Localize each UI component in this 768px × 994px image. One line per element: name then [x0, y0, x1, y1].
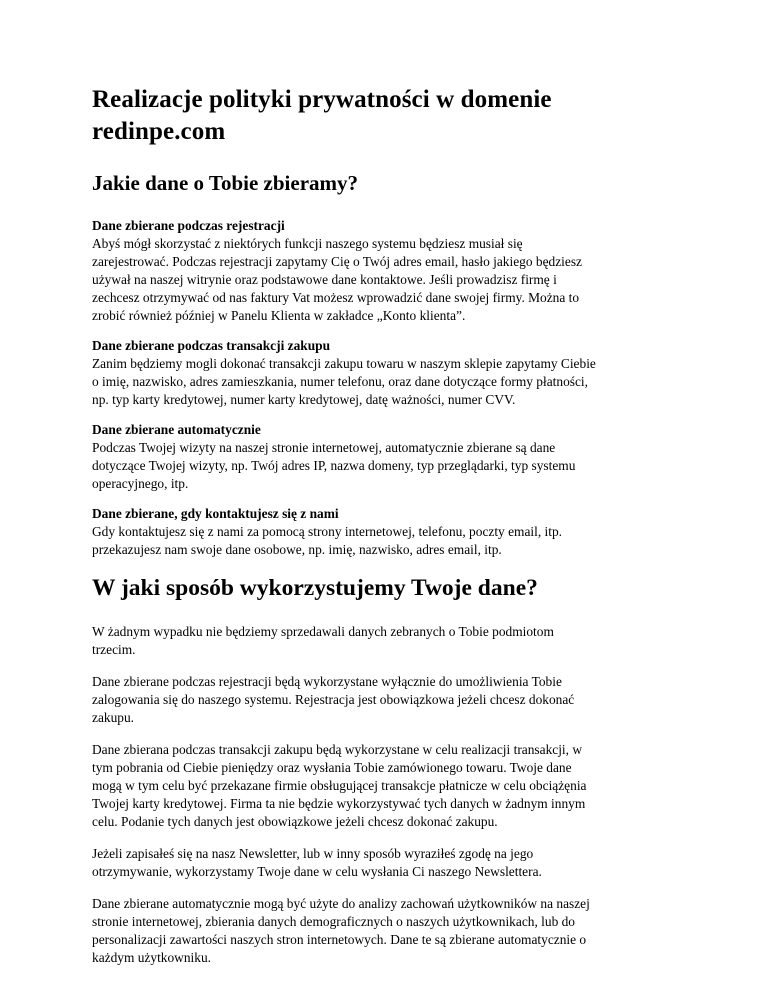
text-line: otrzymywanie, wykorzystamy Twoje dane w celu wysłania Ci naszego Newslettera.: [92, 864, 542, 879]
text-line: używał na naszej witrynie oraz podstawowe dane kontaktowe. Jeśli prowadzisz firmę i: [92, 272, 557, 287]
info-block: [92, 421, 688, 493]
text-line: Gdy kontaktujesz się z nami za pomocą strony internetowej, telefonu, poczty email, itp.: [92, 524, 563, 539]
text-line: operacyjnego, itp.: [92, 476, 189, 491]
block-title: Dane zbierane, gdy kontaktujesz się z nami: [92, 506, 339, 521]
text-line: zrobić również później w Panelu Klienta w zakładce „Konto klienta”.: [92, 308, 466, 323]
text-line: Abyś mógł skorzystać z niektórych funkcji naszego systemu będziesz musiał się: [92, 236, 523, 251]
text-line: trzecim.: [92, 642, 136, 657]
block-title: Dane zbierane podczas transakcji zakupu: [92, 338, 331, 353]
text-line: zarejestrować. Podczas rejestracji zapytamy Cię o Twój adres email, hasło jakiego będziesz: [92, 254, 582, 269]
text-line: W żadnym wypadku nie będziemy sprzedawali danych zebranych o Tobie podmiotom: [92, 624, 554, 639]
block-body: [92, 523, 688, 559]
paragraph: [92, 741, 688, 831]
text-line: Dane zbierane automatycznie mogą być użyte do analizy zachowań użytkowników na naszej: [92, 896, 590, 911]
paragraph: [92, 673, 688, 727]
text-line: np. typ karty kredytowej, numer karty kredytowej, datę ważności, numer CVV.: [92, 392, 516, 407]
page-title: Realizacje polityki prywatności w domenie redinpe.com: [92, 86, 552, 145]
text-line: personalizacji zawartości naszych stron internetowych. Dane te są zbierane automatycznie o: [92, 932, 587, 947]
text-line: stronie internetowej, zbierania danych demograficznych o naszych użytkownikach, lub do: [92, 914, 576, 929]
text-line: zechcesz otrzymywać od nas faktury Vat możesz wprowadzić dane swojej firmy. Można to: [92, 290, 580, 305]
section-data-collected: [92, 217, 688, 559]
paragraph: [92, 623, 688, 659]
text-line: dotyczące Twojej wizyty, np. Twój adres IP, nazwa domeny, typ przeglądarki, typ systemu: [92, 458, 576, 473]
text-line: Dane zbierana podczas transakcji zakupu będą wykorzystane w celu realizacji transakcji, w: [92, 742, 583, 757]
text-line: o imię, nazwisko, adres zamieszkania, numer telefonu, oraz dane dotyczące formy płatności,: [92, 374, 588, 389]
info-block: [92, 337, 688, 409]
section-data-usage: [92, 623, 688, 967]
text-line: Twojej karty kredytowej. Firma ta nie będzie wykorzystywać tych danych w żadnym innym: [92, 796, 586, 811]
section-heading-data-usage: W jaki sposób wykorzystujemy Twoje dane?: [92, 575, 538, 601]
section-heading-data-collected: Jakie dane o Tobie zbieramy?: [92, 171, 359, 195]
text-line: zalogowania się do naszego systemu. Rejestracja jest obowiązkowa jeżeli chcesz dokonać: [92, 692, 575, 707]
block-body: [92, 355, 688, 409]
text-line: Dane zbierane podczas rejestracji będą wykorzystane wyłącznie do umożliwienia Tobie: [92, 674, 562, 689]
text-line: tym pobrania od Ciebie pieniędzy oraz wysłania Tobie zamówionego towaru. Twoje dane: [92, 760, 572, 775]
text-line: Podczas Twojej wizyty na naszej stronie internetowej, automatycznie zbierane są dane: [92, 440, 556, 455]
paragraph: [92, 895, 688, 967]
text-line: każdym użytkowniku.: [92, 950, 212, 965]
text-line: Zanim będziemy mogli dokonać transakcji zakupu towaru w naszym sklepie zapytamy Ciebie: [92, 356, 596, 371]
text-line: Jeżeli zapisałeś się na nasz Newsletter, lub w inny sposób wyraziłeś zgodę na jego: [92, 846, 534, 861]
info-block: [92, 217, 688, 325]
block-title: Dane zbierane podczas rejestracji: [92, 218, 285, 233]
paragraph: [92, 845, 688, 881]
text-line: zakupu.: [92, 710, 135, 725]
text-line: celu. Podanie tych danych jest obowiązkowe jeżeli chcesz dokonać zakupu.: [92, 814, 498, 829]
block-body: [92, 439, 688, 493]
info-block: [92, 505, 688, 559]
block-body: [92, 235, 688, 325]
text-line: przekazujesz nam swoje dane osobowe, np. imię, nazwisko, adres email, itp.: [92, 542, 502, 557]
text-line: mogą w tym celu być przekazane firmie obsługującej transakcje płatnicze w celu obciążęnia: [92, 778, 587, 793]
block-title: Dane zbierane automatycznie: [92, 422, 261, 437]
